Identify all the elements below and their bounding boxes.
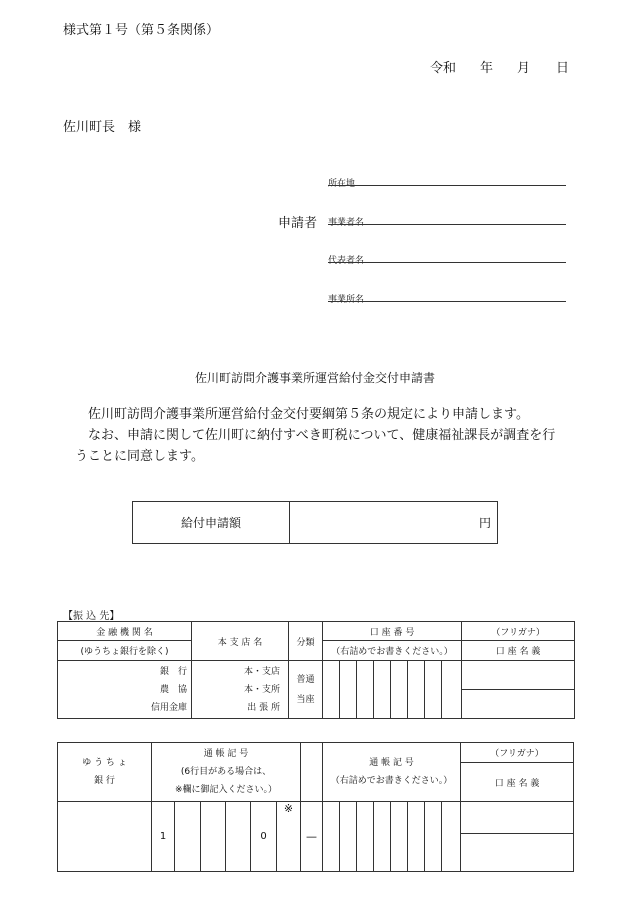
furigana-input[interactable] [462, 661, 575, 690]
passbook-code-digit[interactable] [175, 802, 201, 872]
bank-type-nokyo[interactable]: 農 協 [159, 684, 187, 695]
account-digit-cell[interactable] [340, 661, 357, 719]
date-year: 年 [480, 61, 494, 76]
passbook-number-digit[interactable] [357, 802, 374, 872]
body-line-3: うことに同意します。 [75, 449, 204, 464]
passbook-number-digit[interactable] [323, 802, 340, 872]
passbook-number-digit[interactable] [425, 802, 442, 872]
body-line-2: なお、申請に関して佐川町に納付すべき町税について、健康福祉課長が調査を行 [88, 428, 556, 443]
asterisk-mark: ※ [283, 802, 294, 815]
bank-type-bank[interactable]: 銀 行 [159, 666, 187, 677]
applicant-label: 申請者 [278, 216, 318, 231]
date-month: 月 [517, 61, 531, 76]
bank-type-options[interactable] [58, 661, 192, 719]
account-type-toza[interactable]: 当座 [296, 694, 315, 705]
account-digit-cell[interactable] [357, 661, 374, 719]
yucho-table [57, 742, 574, 872]
passbook-code-note-1: (6行目がある場合は、 [180, 767, 272, 777]
yucho-account-holder-header: 口 座 名 義 [461, 763, 574, 802]
account-digit-cell[interactable] [374, 661, 391, 719]
passbook-code-digit[interactable] [201, 802, 226, 872]
dash-separator: — [301, 802, 323, 872]
yucho-label-line2: 銀 行 [94, 776, 115, 786]
field-representative-line[interactable] [328, 262, 566, 263]
yucho-empty-cell [58, 802, 152, 872]
field-office-name-line[interactable] [328, 301, 566, 302]
branch-type-honshiten[interactable]: 本・支店 [243, 666, 280, 677]
branch-name-header: 本 支 店 名 [192, 622, 289, 661]
passbook-number-digit[interactable] [391, 802, 408, 872]
form-title: 佐川町訪問介護事業所運営給付金交付申請書 [194, 371, 435, 385]
account-digit-cell[interactable] [391, 661, 408, 719]
passbook-code-digit-5[interactable]: 0 [251, 802, 277, 872]
institution-note: (ゆうちょ銀行を除く) [58, 641, 192, 661]
passbook-code-digit-1[interactable]: 1 [152, 802, 175, 872]
account-type-options[interactable] [289, 661, 323, 719]
amount-label: 給付申請額 [133, 502, 290, 544]
field-business-name-label: 事業者名 [328, 218, 365, 228]
field-business-name-line[interactable] [328, 224, 566, 225]
date-day: 日 [556, 61, 570, 76]
branch-type-shuchojo[interactable]: 出 張 所 [247, 702, 280, 713]
institution-name-header: 金 融 機 関 名 [58, 622, 192, 641]
yucho-label [58, 743, 152, 802]
passbook-code-digit[interactable] [226, 802, 251, 872]
addressee: 佐川町長 様 [63, 120, 142, 135]
passbook-number-digit[interactable] [442, 802, 461, 872]
amount-input[interactable] [290, 502, 498, 544]
account-digit-cell[interactable] [442, 661, 462, 719]
yucho-label-line1: ゆ う ち ょ [82, 758, 127, 768]
field-address-label: 所在地 [328, 179, 356, 189]
account-type-header: 分類 [289, 622, 323, 661]
passbook-number-header [323, 743, 461, 802]
passbook-number-label: 通 帳 記 号 [369, 758, 414, 768]
body-line-1: 佐川町訪問介護事業所運営給付金交付要綱第５条の規定により申請します。 [88, 407, 529, 422]
passbook-code-note-2: ※欄に御記入ください。） [174, 785, 278, 795]
yucho-furigana-header: （フリガナ） [461, 743, 574, 763]
field-address-line[interactable] [328, 185, 566, 186]
field-representative-label: 代表者名 [328, 256, 365, 266]
account-holder-header: 口 座 名 義 [462, 641, 575, 661]
account-number-note: （右詰めでお書きください。） [323, 641, 462, 661]
amount-unit: 円 [478, 516, 491, 530]
branch-type-options[interactable] [192, 661, 289, 719]
passbook-number-digit[interactable] [340, 802, 357, 872]
field-office-name-label: 事業所名 [328, 295, 365, 305]
account-holder-input[interactable] [462, 690, 575, 719]
bank-table [57, 621, 575, 719]
yucho-account-holder-input[interactable] [461, 834, 574, 872]
passbook-code-header [152, 743, 301, 802]
passbook-number-digit[interactable] [408, 802, 425, 872]
account-digit-cell[interactable] [323, 661, 340, 719]
transfer-heading: 【振 込 先】 [63, 611, 120, 622]
passbook-code-label: 通 帳 記 号 [203, 749, 249, 759]
account-digit-cell[interactable] [425, 661, 442, 719]
separator-header [301, 743, 323, 802]
date-era: 令和 [430, 61, 457, 76]
form-number: 様式第１号（第５条関係） [63, 23, 220, 38]
account-digit-cell[interactable] [408, 661, 425, 719]
account-number-header: 口 座 番 号 [323, 622, 462, 641]
account-type-futsu[interactable]: 普通 [296, 674, 315, 685]
yucho-furigana-input[interactable] [461, 802, 574, 834]
passbook-code-asterisk-cell[interactable] [277, 802, 301, 872]
amount-table [132, 501, 498, 544]
passbook-number-note: （右詰めでお書きください。） [330, 776, 453, 786]
bank-type-shinkin[interactable]: 信用金庫 [150, 702, 187, 713]
branch-type-honshisho[interactable]: 本・支所 [243, 684, 280, 695]
passbook-number-digit[interactable] [374, 802, 391, 872]
furigana-header: （フリガナ） [462, 622, 575, 641]
